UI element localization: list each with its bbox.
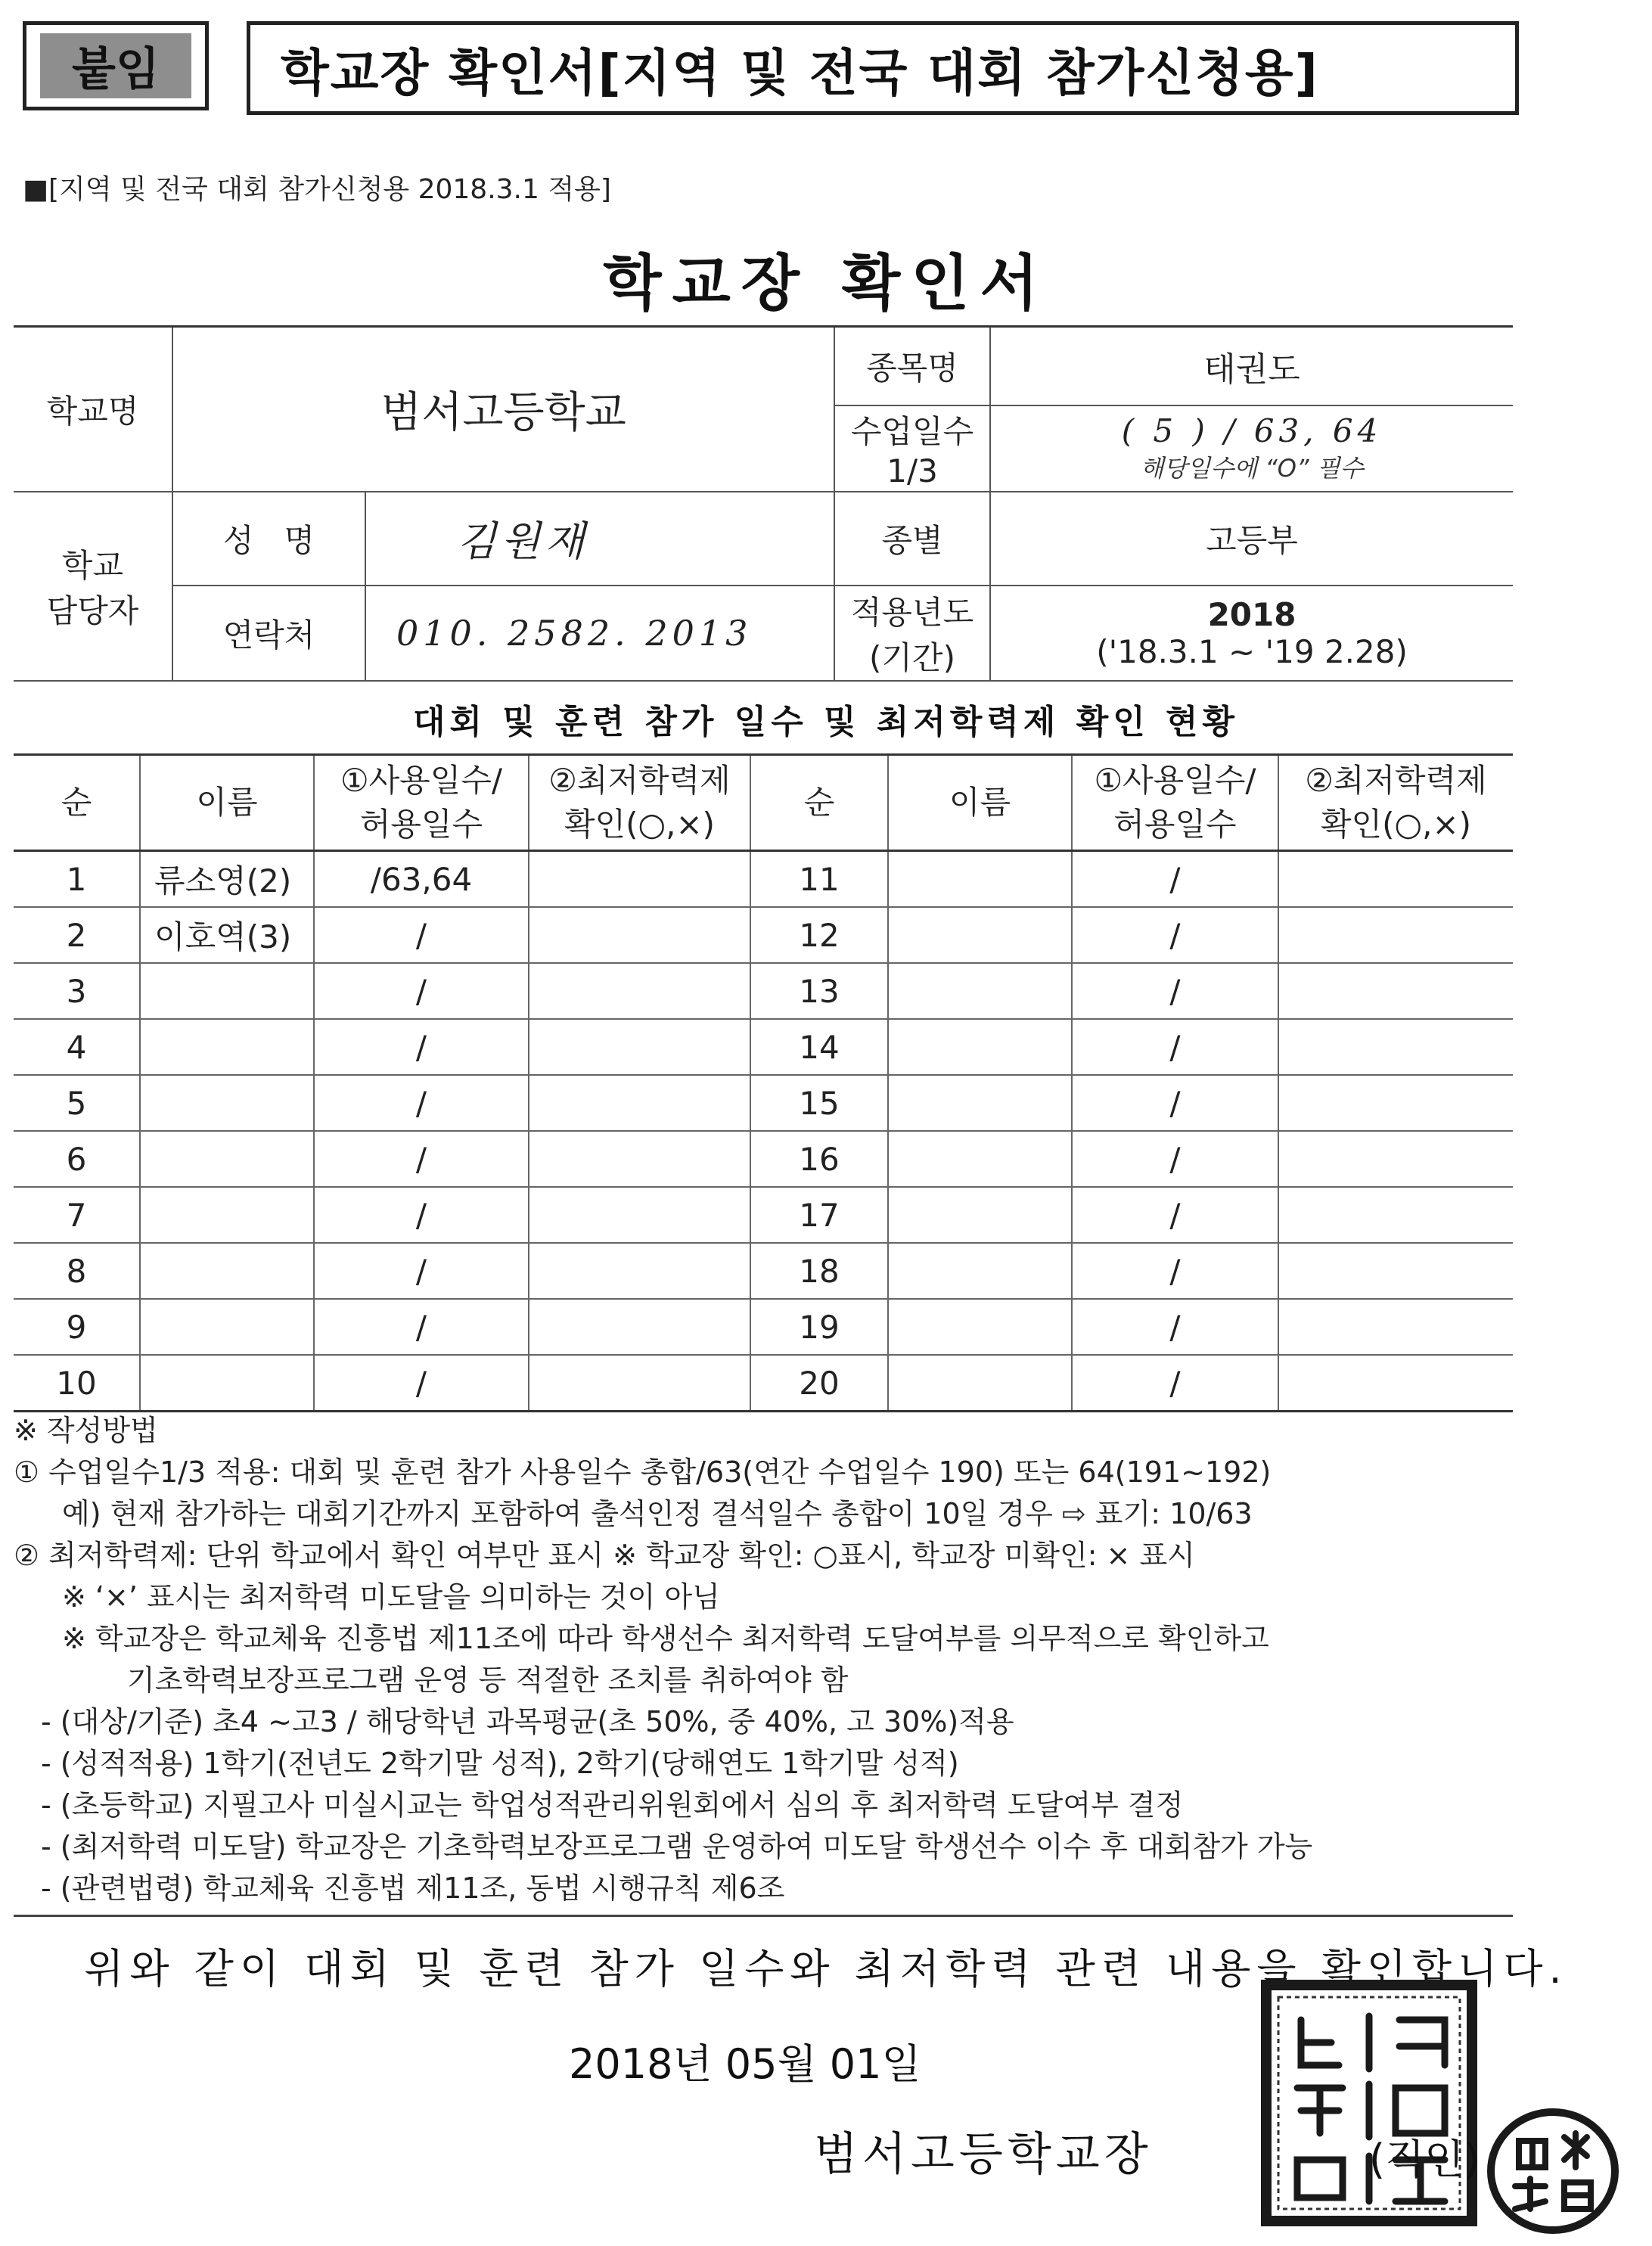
row-number: 8 [14, 1243, 140, 1299]
min-academic-check [1278, 963, 1513, 1019]
table-row [14, 1019, 1513, 1075]
athletes-table-header [14, 755, 1513, 851]
method-title: ※ 작성방법 [14, 1414, 158, 1447]
days-used: / [314, 1075, 529, 1131]
method-line-1b: 예) 현재 참가하는 대회기간까지 포함하여 출석인정 결석일수 총합이 10일 경우 ⇨ 표기: 10/63 [62, 1497, 1253, 1530]
method-note-2a: ※ 학교장은 학교체육 진흥법 제11조에 따라 학생선수 최저학력 도달여부를 의무적으로 확인하고 [62, 1622, 1269, 1655]
year-label-line1: 적용년도 [850, 593, 974, 631]
athlete-name [140, 1243, 314, 1299]
athletes-table-body [14, 851, 1513, 1412]
row-number: 15 [750, 1075, 888, 1131]
class-days-value: ( 5 ) / 63, 64 [1121, 412, 1383, 449]
days-used: / [314, 1131, 529, 1187]
school-name-value: 범서고등학교 [172, 327, 834, 492]
days-used: / [314, 1299, 529, 1355]
days-used: /63,64 [314, 851, 529, 908]
days-used: / [314, 1187, 529, 1243]
row-number: 17 [750, 1187, 888, 1243]
row-number: 11 [750, 851, 888, 908]
days-used: / [1072, 1019, 1278, 1075]
method-line-1a: ① 수업일수1/3 적용: 대회 및 훈련 참가 사용일수 총합/63(연간 수업일수 190) 또는 64(191~192) [14, 1455, 1272, 1489]
athlete-name [888, 1075, 1072, 1131]
row-number: 7 [14, 1187, 140, 1243]
athlete-name [888, 1019, 1072, 1075]
class-days-note: 해당일수에 “O” 필수 [1140, 454, 1364, 483]
athlete-name [888, 1131, 1072, 1187]
athlete-name [140, 1355, 314, 1412]
athlete-name [888, 907, 1072, 963]
athlete-name [888, 1299, 1072, 1355]
table-row [14, 1131, 1513, 1187]
class-days-cell [990, 405, 1513, 492]
athletes-table [14, 753, 1513, 1412]
principal-signature: 범서고등학교장 [814, 2128, 1153, 2181]
min-academic-check [1278, 907, 1513, 963]
method-bullet-2: - (성적적용) 1학기(전년도 2학기말 성적), 2학기(당해연도 1학기말 성적) [41, 1747, 959, 1780]
row-number: 13 [750, 963, 888, 1019]
row-number: 19 [750, 1299, 888, 1355]
min-academic-check [1278, 1187, 1513, 1243]
school-info-table [14, 325, 1513, 682]
header-name: 이름 [888, 755, 1072, 851]
header-min-line2: 확인(○,×) [1320, 806, 1472, 843]
row-number: 1 [14, 851, 140, 908]
school-seal-stamp [1256, 1974, 1483, 2232]
staff-label-line1: 학교 [61, 546, 124, 584]
table-row [14, 1299, 1513, 1355]
min-academic-check [529, 851, 750, 908]
header-days-line1: ①사용일수/ [1094, 762, 1256, 799]
header-days-line2: 허용일수 [359, 806, 483, 843]
contact-value: 010. 2582. 2013 [365, 586, 834, 681]
athlete-name [140, 1019, 314, 1075]
issue-date: 2018년 05월 01일 [569, 2040, 921, 2088]
min-academic-check [1278, 851, 1513, 908]
year-label [834, 586, 990, 681]
class-days-label [834, 405, 990, 492]
header-no: 순 [750, 755, 888, 851]
athlete-name: 이호역(3) [140, 907, 314, 963]
athlete-name [140, 1299, 314, 1355]
divider [14, 1915, 1513, 1917]
staff-label [14, 492, 172, 681]
row-number: 16 [750, 1131, 888, 1187]
header-days [314, 755, 529, 851]
row-number: 2 [14, 907, 140, 963]
table-row [14, 851, 1513, 908]
header-min [529, 755, 750, 851]
sport-label: 종목명 [834, 327, 990, 405]
athlete-name [140, 1131, 314, 1187]
method-note-2b: 기초학력보장프로그램 운영 등 적절한 조치를 취하여야 함 [127, 1664, 849, 1697]
scope-note: ■[지역 및 전국 대회 참가신청용 2018.3.1 적용] [23, 174, 611, 205]
athlete-name [888, 851, 1072, 908]
attachment-badge [23, 21, 209, 110]
athlete-name: 류소영(2) [140, 851, 314, 908]
row-number: 20 [750, 1355, 888, 1412]
staff-label-line2: 담당자 [46, 592, 139, 629]
sport-value: 태권도 [990, 327, 1513, 405]
year-cell [990, 586, 1513, 681]
division-value: 고등부 [990, 492, 1513, 586]
days-used: / [314, 1243, 529, 1299]
days-used: / [1072, 1187, 1278, 1243]
table-row [14, 907, 1513, 963]
row-number: 12 [750, 907, 888, 963]
table-row [14, 963, 1513, 1019]
method-note-1: ※ ‘×’ 표시는 최저학력 미도달을 의미하는 것이 아님 [62, 1580, 720, 1614]
year-label-line2: (기간) [869, 638, 955, 676]
days-used: / [314, 907, 529, 963]
min-academic-check [529, 1243, 750, 1299]
athlete-name [888, 1243, 1072, 1299]
athlete-name [140, 1187, 314, 1243]
min-academic-check [1278, 1243, 1513, 1299]
athlete-name [140, 963, 314, 1019]
row-number: 5 [14, 1075, 140, 1131]
header-min [1278, 755, 1513, 851]
person-name-value: 김원재 [365, 492, 834, 586]
row-number: 9 [14, 1299, 140, 1355]
person-name-label: 성 명 [172, 492, 365, 586]
min-academic-check [529, 1131, 750, 1187]
seal-mark-label: (직인) [1369, 2136, 1480, 2183]
form-title: 학교장 확인서 [603, 248, 1049, 318]
attachment-label: 붙임 [40, 33, 191, 98]
row-number: 18 [750, 1243, 888, 1299]
min-academic-check [529, 1299, 750, 1355]
year-value: 2018 [1207, 595, 1296, 633]
min-academic-check [1278, 1019, 1513, 1075]
days-used: / [1072, 907, 1278, 963]
writing-method [14, 1410, 1519, 1909]
table-row [14, 1355, 1513, 1412]
days-used: / [1072, 851, 1278, 908]
days-used: / [1072, 1299, 1278, 1355]
athlete-name [888, 1355, 1072, 1412]
period-value: ('18.3.1 ~ '19 2.28) [1096, 632, 1408, 670]
method-bullet-4: - (최저학력 미도달) 학교장은 기초학력보장프로그램 운영하여 미도달 학생선수 이수 후 대회참가 가능 [41, 1830, 1313, 1863]
athlete-name [140, 1075, 314, 1131]
days-used: / [1072, 1131, 1278, 1187]
header-min-line1: ②최저학력제 [548, 762, 731, 799]
days-used: / [314, 1019, 529, 1075]
min-academic-check [529, 1075, 750, 1131]
class-days-label-line2: 1/3 [887, 452, 938, 489]
min-academic-check [1278, 1355, 1513, 1412]
header-no: 순 [14, 755, 140, 851]
min-academic-check [529, 1019, 750, 1075]
document-header-title: 학교장 확인서[지역 및 전국 대회 참가신청용] [247, 21, 1519, 115]
contact-label: 연락처 [172, 586, 365, 681]
row-number: 3 [14, 963, 140, 1019]
header-days [1072, 755, 1278, 851]
header-min-line1: ②최저학력제 [1305, 762, 1487, 799]
method-bullet-1: - (대상/기준) 초4 ~고3 / 해당학년 과목평균(초 50%, 중 40%, 고 30%)적용 [41, 1705, 1014, 1738]
header-days-line2: 허용일수 [1113, 806, 1237, 843]
method-line-2: ② 최저학력제: 단위 학교에서 확인 여부만 표시 ※ 학교장 확인: ○표시, 학교장 미확인: × 표시 [14, 1539, 1195, 1572]
table-row [14, 1187, 1513, 1243]
days-used: / [1072, 1355, 1278, 1412]
row-number: 4 [14, 1019, 140, 1075]
table-row [14, 1243, 1513, 1299]
table-row [14, 1075, 1513, 1131]
athlete-name [888, 1187, 1072, 1243]
row-number: 14 [750, 1019, 888, 1075]
min-academic-check [529, 907, 750, 963]
method-bullet-3: - (초등학교) 지필고사 미실시교는 학업성적관리위원회에서 심의 후 최저학력 도달여부 결정 [41, 1788, 1184, 1822]
min-academic-check [1278, 1131, 1513, 1187]
method-bullet-5: - (관련법령) 학교체육 진흥법 제11조, 동법 시행규칙 제6조 [41, 1872, 785, 1905]
row-number: 10 [14, 1355, 140, 1412]
school-name-label: 학교명 [14, 327, 172, 492]
division-label: 종별 [834, 492, 990, 586]
min-academic-check [529, 1187, 750, 1243]
days-used: / [1072, 1243, 1278, 1299]
row-number: 6 [14, 1131, 140, 1187]
min-academic-check [529, 1355, 750, 1412]
class-days-label-line1: 수업일수 [850, 413, 974, 450]
confirmation-statement: 위와 같이 대회 및 훈련 참가 일수와 최저학력 관련 내용을 확인합니다. [84, 1945, 1568, 1993]
min-academic-check [1278, 1075, 1513, 1131]
days-used: / [1072, 1075, 1278, 1131]
min-academic-check [529, 963, 750, 1019]
days-used: / [1072, 963, 1278, 1019]
min-academic-check [1278, 1299, 1513, 1355]
header-days-line1: ①사용일수/ [340, 762, 503, 799]
personal-seal-stamp [1481, 2103, 1625, 2239]
section-title: 대회 및 훈련 참가 일수 및 최저학력제 확인 현황 [412, 703, 1240, 741]
header-min-line2: 확인(○,×) [564, 806, 716, 843]
header-name: 이름 [140, 755, 314, 851]
days-used: / [314, 963, 529, 1019]
days-used: / [314, 1355, 529, 1412]
athlete-name [888, 963, 1072, 1019]
